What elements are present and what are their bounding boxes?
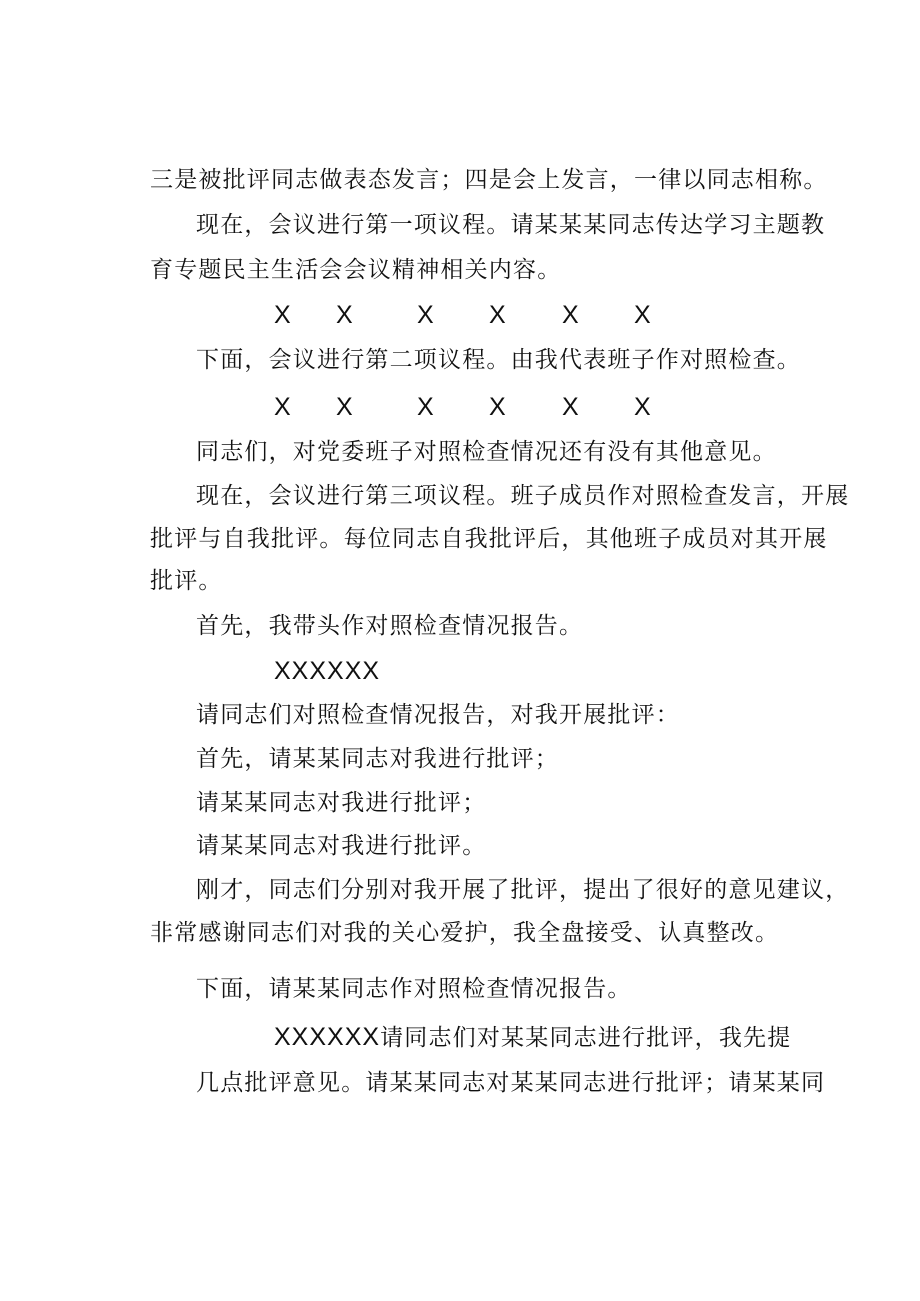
- paragraph-line: 首先，我带头作对照检查情况报告。: [196, 613, 584, 639]
- placeholder-x: X: [417, 301, 434, 329]
- paragraph-line: 刚才，同志们分别对我开展了批评，提出了很好的意见建议，: [196, 877, 850, 903]
- placeholder-x: X: [489, 301, 506, 329]
- placeholder-text: XXXXXX: [274, 657, 381, 685]
- paragraph-line: 几点批评意见。请某某同志对某某同志进行批评；请某某同: [196, 1070, 826, 1096]
- placeholder-x: X: [634, 301, 651, 329]
- paragraph-line: 现在，会议进行第一项议程。请某某某同志传达学习主题教: [196, 212, 826, 238]
- placeholder-x: X: [274, 393, 291, 421]
- paragraph-line: [274, 1022, 791, 1053]
- paragraph-line: 请同志们对照检查情况报告，对我开展批评：: [196, 702, 680, 728]
- paragraph-line: 请某某同志对我进行批评。: [196, 833, 487, 859]
- paragraph-line: 三是被批评同志做表态发言；四是会上发言，一律以同志相称。: [150, 167, 828, 193]
- placeholder-x: X: [634, 393, 651, 421]
- paragraph-line: 下面，会议进行第二项议程。由我代表班子作对照检查。: [196, 347, 801, 373]
- placeholder-x: X: [489, 393, 506, 421]
- paragraph-line: 批评与自我批评。每位同志自我批评后，其他班子成员对其开展: [150, 526, 828, 552]
- paragraph-line: 现在，会议进行第三项议程。班子成员作对照检查发言，开展: [196, 483, 850, 509]
- placeholder-x: X: [562, 393, 579, 421]
- placeholder-x: X: [336, 301, 353, 329]
- placeholder-x: X: [274, 301, 291, 329]
- paragraph-line: 同志们，对党委班子对照检查情况还有没有其他意见。: [196, 439, 777, 465]
- placeholder-x: X: [417, 393, 434, 421]
- placeholder-x: X: [336, 393, 353, 421]
- paragraph-line: 首先，请某某同志对我进行批评；: [196, 746, 559, 772]
- placeholder-x-row: [0, 300, 920, 330]
- paragraph-line: 育专题民主生活会会议精神相关内容。: [150, 257, 562, 283]
- placeholder-x-row: [0, 392, 920, 422]
- paragraph-line: 请某某同志对我进行批评；: [196, 790, 487, 816]
- placeholder-text: XXXXXX: [274, 1023, 381, 1051]
- paragraph-line: 批评。: [150, 568, 223, 594]
- paragraph-line: 非常感谢同志们对我的关心爱护，我全盘接受、认真整改。: [150, 920, 780, 946]
- placeholder-x: X: [562, 301, 579, 329]
- paragraph-line: 下面，请某某同志作对照检查情况报告。: [196, 976, 632, 1002]
- paragraph-fragment: 请同志们对某某同志进行批评，我先提: [380, 1025, 792, 1051]
